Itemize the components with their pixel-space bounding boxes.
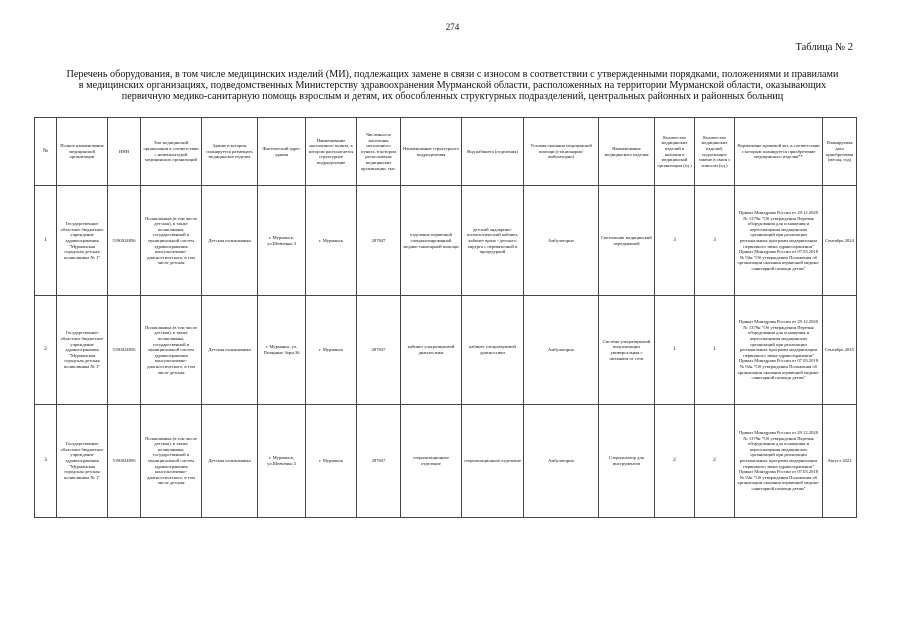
- table-row: [35, 296, 857, 404]
- cell-number: 1: [35, 186, 57, 296]
- col-header-locality: Наименование населенного пункта, в котором располагается структурное подразделение: [306, 118, 357, 186]
- cell-act: Приказ Минздрава России от 29.12.2020 № 1379н "Об утверждении Перечня оборудования для оснащения и переоснащения медицинских организаций при реализации региональных программ модернизации первичного звена здравоохранения" Приказ Минздрава России от 07.03.2018 № 92н "Об утверждении Положения об организации оказания первичной медико-санитарной помощи детям": [735, 186, 823, 296]
- cell-cabinet: кабинет ультразвуковой диагностики: [462, 296, 524, 404]
- col-header-conditions: Условия оказания медицинской помощи (стационарно/ амбулаторно): [524, 118, 599, 186]
- title-line: первичную медико-санитарную помощь взрослым и детям, их обособленных структурных подразделений, центральных районных и районных больниц: [121, 91, 784, 103]
- cell-type: Поликлиника (в том числе детская), в также поликлиника, государственной и муниципальной систем здравоохранения консультативно-диагностического, в том числе детская: [141, 404, 202, 517]
- equipment-table: [34, 117, 857, 518]
- cell-conditions: Амбулаторно: [524, 404, 599, 517]
- cell-type: Поликлиника (в том числе детская), в также поликлиника, государственной и муниципальной систем здравоохранения консультативно-диагностического, в том числе детская: [141, 296, 202, 404]
- cell-population: 287847: [357, 404, 401, 517]
- col-header-number: №: [35, 118, 57, 186]
- cell-address: г. Мурманск, ул.Шевченко,3: [258, 404, 306, 517]
- col-header-device: Наименование медицинского изделия: [599, 118, 655, 186]
- title-line: Перечень оборудования, в том числе медицинских изделий (МИ), подлежащих замене в связи с износом в соответствии с утвержденными порядками, положениями и правилами: [66, 69, 839, 80]
- cell-cabinet: детский эндокрино-психологический кабинет, кабинет врача - детского хирурга с перевязочной и процедурной: [462, 186, 524, 296]
- document-title: [20, 69, 885, 103]
- cell-qty-have: 2: [655, 404, 695, 517]
- cell-qty-replace: 1: [695, 296, 735, 404]
- page-number: 274: [445, 22, 460, 32]
- cell-qty-have: 3: [655, 186, 695, 296]
- cell-address: г. Мурманск, ул.Шевченко,3: [258, 186, 306, 296]
- cell-building: Детская поликлиника: [202, 404, 258, 517]
- cell-date: Август 2022: [823, 404, 857, 517]
- cell-unit: кабинет ультразвуковой диагностики: [401, 296, 462, 404]
- col-header-type: Тип медицинской организации в соответствии с номенклатурой медицинских организаций: [141, 118, 202, 186]
- cell-device: Система ультразвуковой визуализации универсальная с питанием от сети: [599, 296, 655, 404]
- col-header-cabinet: Вид кабинета (отделения): [462, 118, 524, 186]
- col-header-qty-have: Количество медицинских изделий в наличии в медицинской организации (ед.): [655, 118, 695, 186]
- cell-qty-replace: 2: [695, 404, 735, 517]
- cell-cabinet: стерилизационное отделение: [462, 404, 524, 517]
- cell-inn: 5190024856: [108, 186, 141, 296]
- col-header-date: Планируемая дата приобретения (месяц, год): [823, 118, 857, 186]
- cell-unit: стерилизационное отделение: [401, 404, 462, 517]
- cell-inn: 5190024856: [108, 296, 141, 404]
- cell-locality: г. Мурманск: [306, 404, 357, 517]
- table-row: [35, 404, 857, 517]
- col-header-act: Нормативно-правовой акт, в соответствии с которым планируется приобретение медицинского изделия**: [735, 118, 823, 186]
- cell-unit: отделение первичной специализированной медико-санитарной помощи: [401, 186, 462, 296]
- cell-qty-have: 1: [655, 296, 695, 404]
- table-label: Таблица № 2: [795, 42, 853, 53]
- cell-qty-replace: 3: [695, 186, 735, 296]
- cell-date: Сентябрь 2024: [823, 186, 857, 296]
- table-header-row: [35, 118, 857, 186]
- cell-org: Государственное областное бюджетное учреждение здравоохранения "Мурманская городская детская поликлиника № 1": [57, 186, 108, 296]
- col-header-address: Фактический адрес здания: [258, 118, 306, 186]
- col-header-population: Численность населения населенного пункта, в котором расположены медицинские организации, тыс.: [357, 118, 401, 186]
- cell-number: 3: [35, 404, 57, 517]
- cell-building: Детская поликлиника: [202, 186, 258, 296]
- cell-inn: 5190024856: [108, 404, 141, 517]
- cell-number: 2: [35, 296, 57, 404]
- cell-locality: г. Мурманск: [306, 296, 357, 404]
- title-line: в медицинских организациях, подведомственных Министерству здравоохранения Мурманской области, расположенных на территории Мурманской области, оказывающих: [78, 80, 827, 92]
- col-header-qty-replace: Количество медицинских изделий, подлежащих замене в связи с износом (ед.): [695, 118, 735, 186]
- col-header-inn: ИНН: [108, 118, 141, 186]
- cell-population: 287847: [357, 296, 401, 404]
- cell-act: Приказ Минздрава России от 29.12.2020 № 1379н "Об утверждении Перечня оборудования для оснащения и переоснащения медицинских организаций при реализации региональных программ модернизации первичного звена здравоохранения" Приказ Минздрава России от 07.03.2018 № 92н "Об утверждении Положения об организации оказания первичной медико-санитарной помощи детям": [735, 296, 823, 404]
- cell-org: Государственное областное бюджетное учреждение здравоохранения "Мурманская городская детская поликлиника № 1": [57, 404, 108, 517]
- table-row: [35, 186, 857, 296]
- cell-device: Стерилизатор для инструментов: [599, 404, 655, 517]
- cell-device: Светильник медицинский передвижной: [599, 186, 655, 296]
- cell-act: Приказ Минздрава России от 29.12.2020 № 1379н "Об утверждении Перечня оборудования для оснащения и переоснащения медицинских организаций при реализации региональных программ модернизации первичного звена здравоохранения" Приказ Минздрава России от 07.03.2018 № 92н "Об утверждении Положения об организации оказания первичной медико-санитарной помощи детям": [735, 404, 823, 517]
- cell-org: Государственное областное бюджетное учреждение здравоохранения "Мурманская городская детская поликлиника № 1": [57, 296, 108, 404]
- cell-conditions: Амбулаторно: [524, 296, 599, 404]
- col-header-unit: Наименование структурного подразделения: [401, 118, 462, 186]
- cell-building: Детская поликлиника: [202, 296, 258, 404]
- cell-locality: г. Мурманск: [306, 186, 357, 296]
- cell-address: г. Мурманск, ул. Полярные Зори,36: [258, 296, 306, 404]
- cell-population: 287847: [357, 186, 401, 296]
- col-header-org: Полное наименование медицинской организации: [57, 118, 108, 186]
- col-header-building: Здание в котором планируется размещать медицинское изделие: [202, 118, 258, 186]
- cell-type: Поликлиника (в том числе детская), в также поликлиника, государственной и муниципальной систем здравоохранения консультативно-диагностического, в том числе детская: [141, 186, 202, 296]
- cell-date: Сентябрь 2025: [823, 296, 857, 404]
- cell-conditions: Амбулаторно: [524, 186, 599, 296]
